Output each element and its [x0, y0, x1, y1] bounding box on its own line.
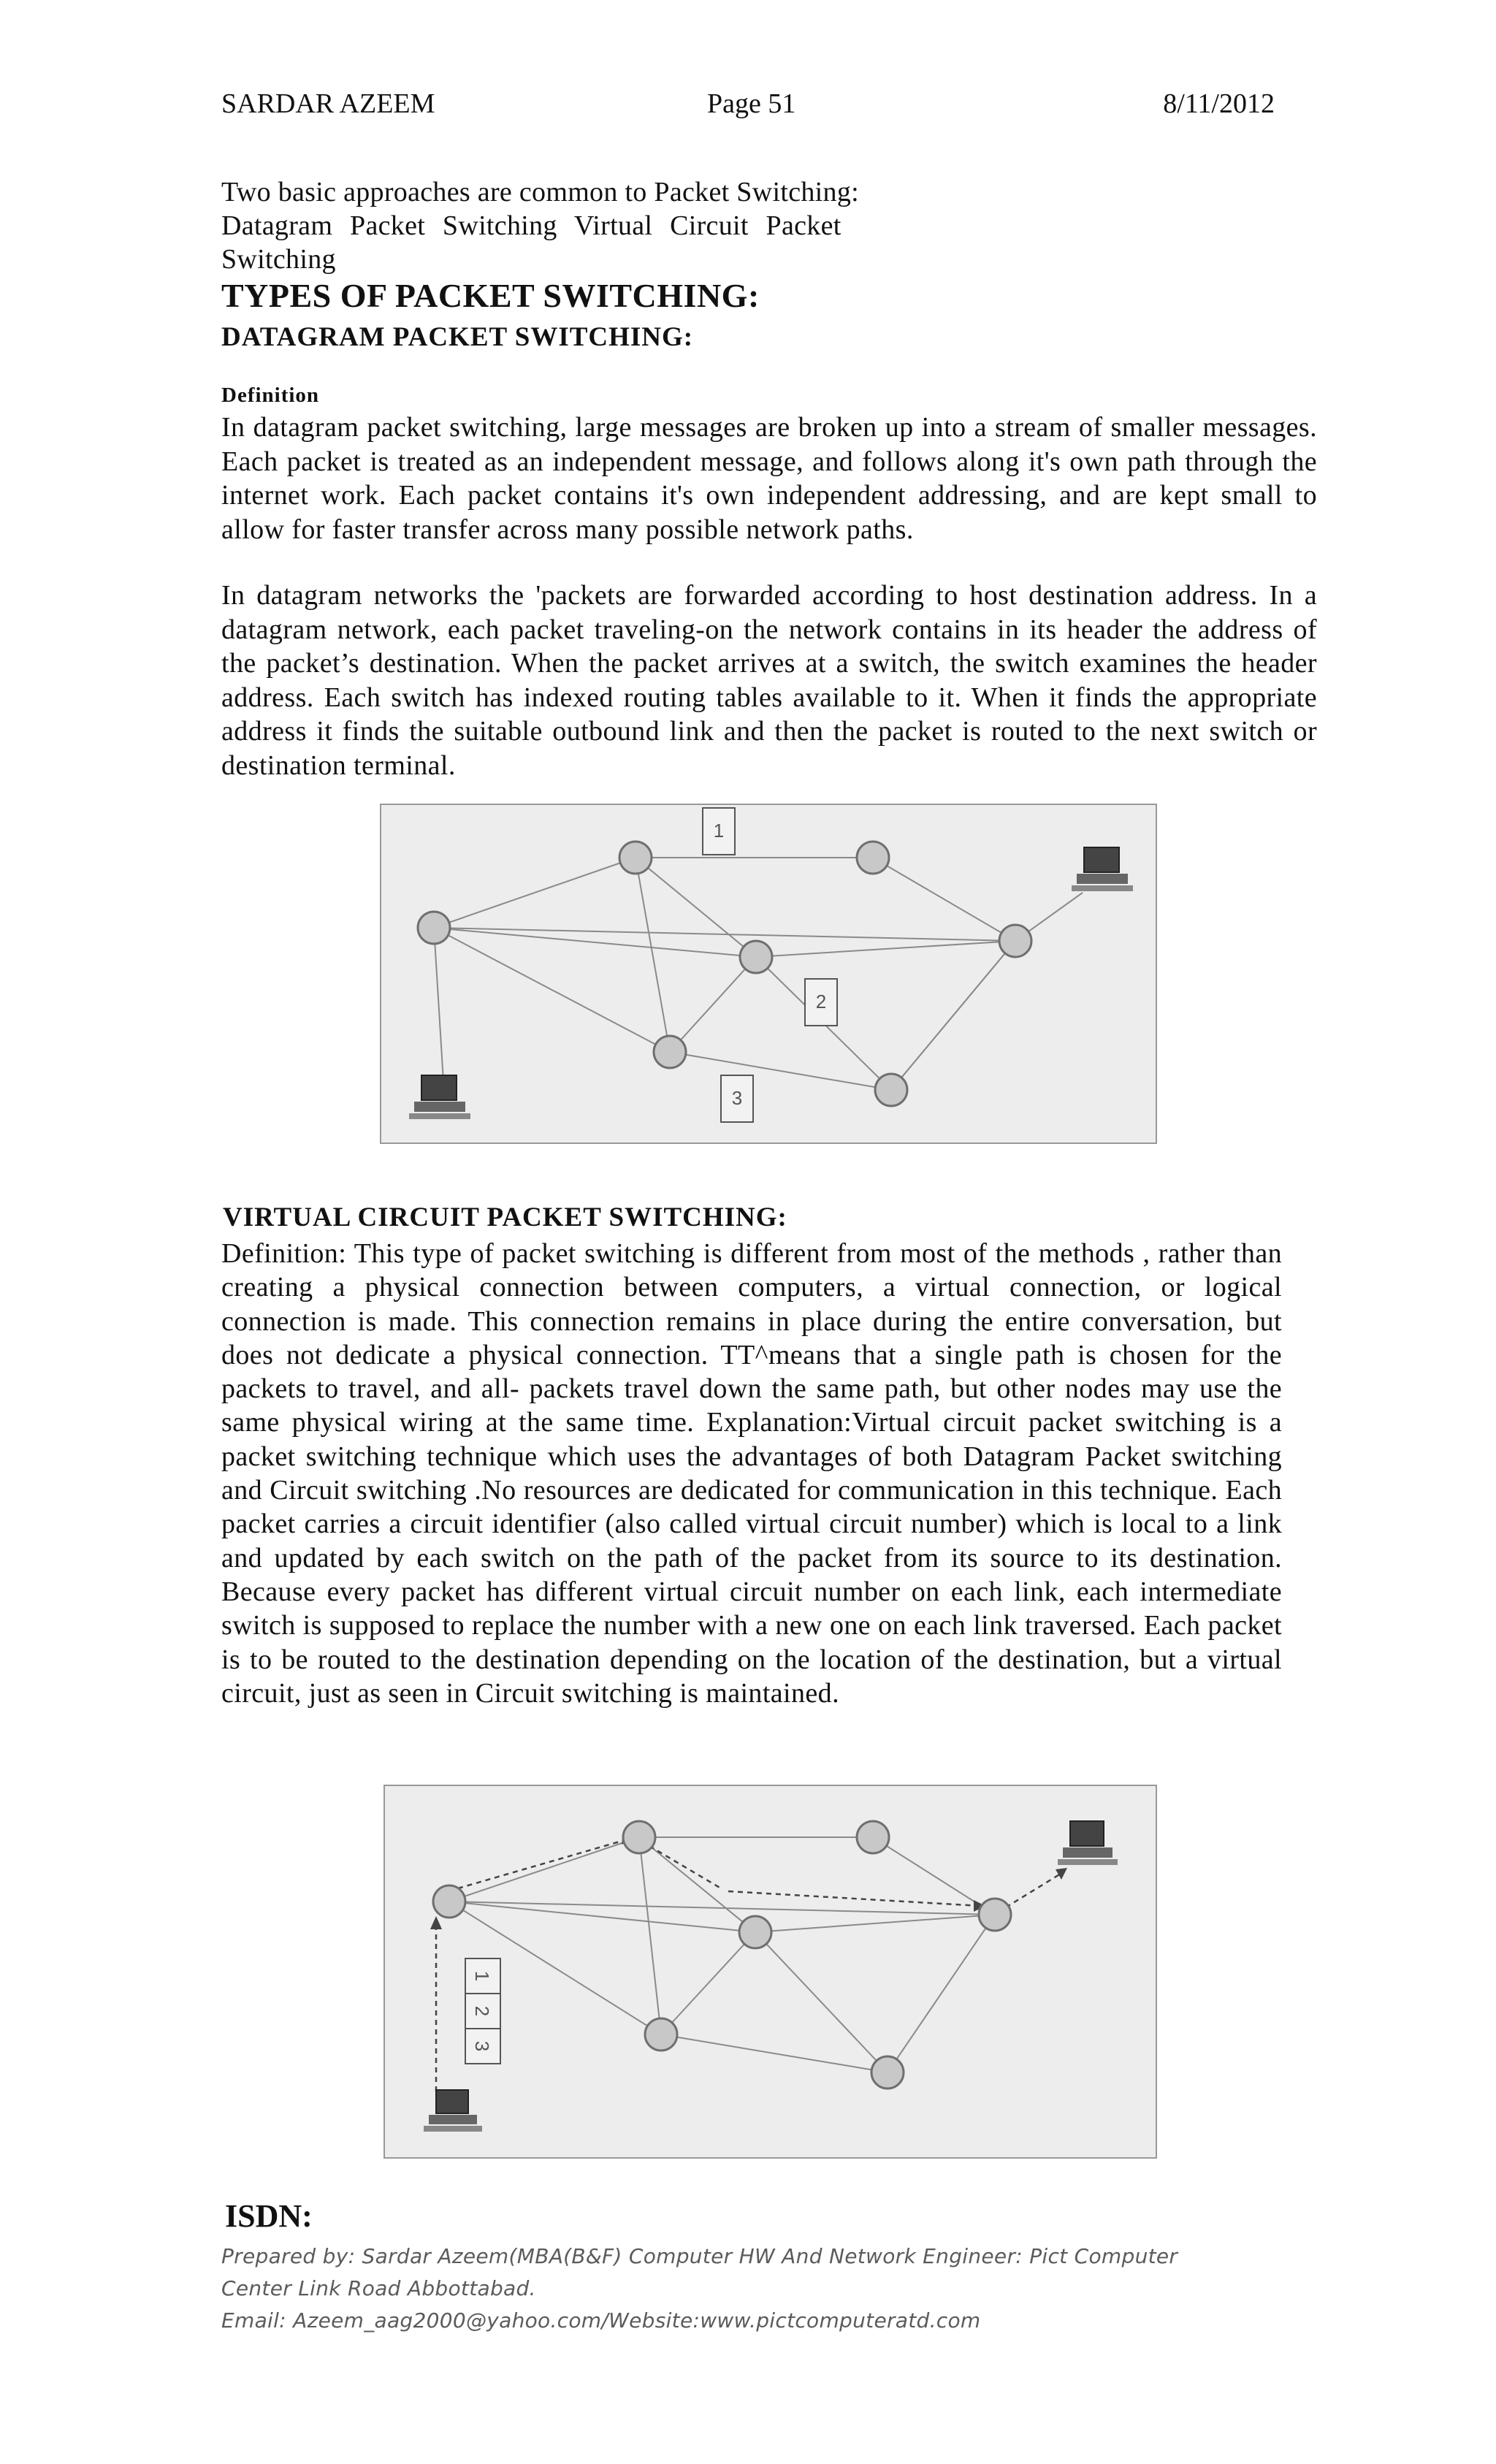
network-node	[433, 1885, 465, 1918]
datagram-heading: DATAGRAM PACKET SWITCHING:	[221, 322, 694, 352]
network-node	[654, 1036, 686, 1068]
network-node	[857, 842, 889, 874]
network-node	[979, 1899, 1011, 1931]
header-author: SARDAR AZEEM	[221, 88, 435, 119]
definition-label: Definition	[221, 384, 320, 407]
virtual-circuit-network-figure	[383, 1785, 1157, 2159]
network-node	[645, 2018, 677, 2051]
intro-text	[221, 175, 959, 276]
network-node	[875, 1074, 907, 1106]
network-node	[623, 1821, 655, 1853]
datagram-paragraph-1: In datagram packet switching, large messages are broken up into a stream of smaller messages. Each packet is treated as an independent message, and follows along it's own path through the internet work. Each packet contains it's own independent addressing, and are kept small to allow for faster transfer across many possible network paths.	[221, 412, 1317, 545]
intro-line-2: Datagram Packet Switching Virtual Circuit Packet	[221, 210, 842, 241]
footer-line-1: Prepared by: Sardar Azeem(MBA(B&F) Computer HW And Network Engineer: Pict Computer	[221, 2244, 1178, 2268]
network-node	[999, 925, 1031, 957]
packet-label: 1	[471, 1970, 493, 1982]
intro-line-3: Switching	[221, 244, 336, 275]
virtual-circuit-paragraph: Definition: This type of packet switching is different from most of the methods , rather than creating a physical connection between computers, a virtual connection, or logical connection is made. This connection remains in place during the entire conversation, but does not dedicate a physical connection. TT^means that a single path is chosen for the packets to travel, and all- packets travel down the same path, but other nodes may use the same physical wiring at the same time. Explanation:Virtual circuit packet switching is a packet switching technique which uses the advantages of both Datagram Packet switching and Circuit switching .No resources are dedicated for communication in this technique. Each packet carries a circuit identifier (also called virtual circuit number) which is local to a link and updated by each switch on the path of the packet from its source to its destination. Because every packet has different virtual circuit number on each link, each intermediate switch is supposed to replace the number with a new one on each link traversed. Each packet is to be routed to the destination depending on the location of the destination, but a virtual circuit, just as seen in Circuit switching is maintained.	[221, 1238, 1282, 1709]
computer-icon	[409, 1075, 470, 1119]
network-node	[739, 1916, 771, 1948]
computer-icon	[1072, 847, 1133, 891]
intro-line-1: Two basic approaches are common to Packet Switching:	[221, 177, 859, 207]
datagram-network-diagram	[381, 805, 1156, 1143]
page-header	[221, 88, 1275, 124]
packet-label: 2	[815, 991, 827, 1012]
page-footer	[221, 2240, 1295, 2337]
virtual-circuit-heading: VIRTUAL CIRCUIT PACKET SWITCHING:	[223, 1202, 787, 1232]
footer-line-2: Center Link Road Abbottabad.	[221, 2276, 536, 2300]
network-node	[619, 842, 652, 874]
packet-label: 1	[713, 820, 725, 842]
footer-line-3: Email: Azeem_aag2000@yahoo.com/Website:www.pictcomputeratd.com	[221, 2308, 981, 2333]
network-node	[871, 2056, 904, 2089]
packet-label: 2	[471, 2005, 493, 2017]
isdn-heading: ISDN:	[225, 2198, 313, 2234]
computer-icon	[424, 2090, 482, 2132]
computer-icon	[1058, 1821, 1118, 1865]
virtual-circuit-network-diagram	[385, 1786, 1156, 2157]
packet-label: 3	[731, 1087, 743, 1109]
datagram-paragraph-2: In datagram networks the 'packets are forwarded according to host destination address. In a datagram network, each packet traveling-on the network contains in its header the address of the packet’s destination. When the packet arrives at a switch, the switch examines the header address. Each switch has indexed routing tables available to it. When it finds the appropriate address it finds the suitable outbound link and then the packet is routed to the next switch or destination terminal.	[221, 580, 1317, 781]
header-date: 8/11/2012	[1163, 88, 1275, 119]
packet-label: 3	[471, 2040, 493, 2052]
header-page-number: Page 51	[707, 88, 796, 119]
network-node	[418, 912, 450, 944]
datagram-network-figure	[380, 804, 1157, 1144]
network-node	[857, 1821, 889, 1853]
types-heading: TYPES OF PACKET SWITCHING:	[221, 277, 760, 314]
network-node	[740, 941, 772, 973]
